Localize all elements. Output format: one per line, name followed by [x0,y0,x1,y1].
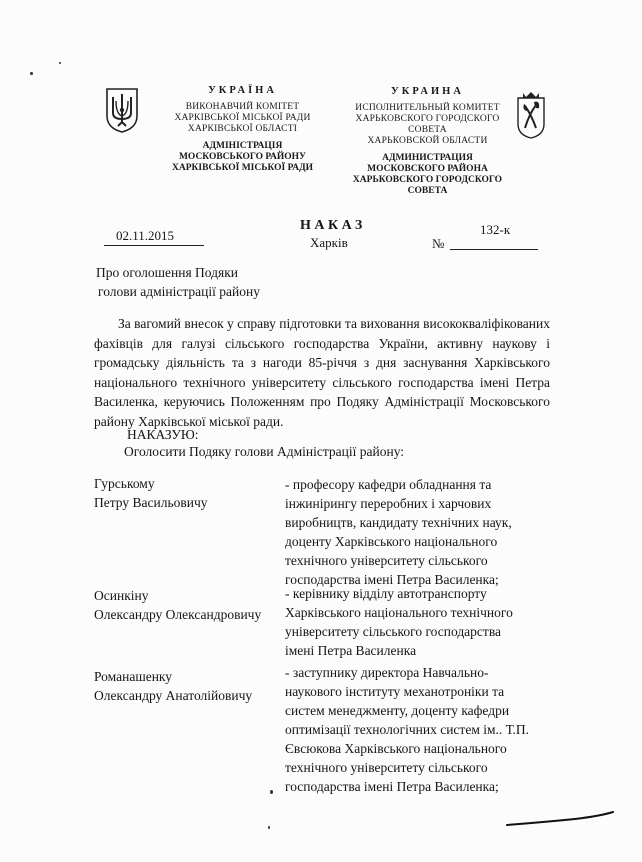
description-line: господарства імені Петра Василенка; [285,572,499,587]
description-line: технічного університету сільського [285,553,488,568]
description-line: імені Петра Василенка [285,643,417,658]
letterhead-admin-line: АДМІНІСТРАЦІЯ [202,141,283,151]
recipient-surname: Романашенку [94,669,173,684]
description-line: систем менеджменту, доценту кафедри [285,703,510,718]
letterhead-admin-line: МОСКОВСКОГО РАЙОНА [367,164,488,174]
letterhead-admin-line: ХАРЬКОВСКОГО ГОРОДСКОГО СОВЕТА [352,175,503,196]
recipient-surname: Осинкіну [94,588,149,603]
recipient-name [94,586,261,624]
trident-coat-of-arms-icon [104,86,140,134]
recipient-description [285,475,555,589]
description-line: Харківського національного технічного [285,605,513,620]
letterhead-line: ХАРКІВСЬКОЇ ОБЛАСТІ [187,124,298,134]
letterhead-left [160,85,325,174]
order-subject-line: голови адміністрації району [98,284,260,299]
date-underline [104,245,204,246]
order-number: 132-к [480,222,511,237]
letterhead-line: ИСПОЛНИТЕЛЬНЫЙ КОМИТЕТ [355,103,500,113]
order-city: Харків [310,235,348,250]
recipient-name [94,474,208,512]
recipient-surname: Гурському [94,476,155,491]
recipient-given-names: Петру Васильовичу [94,495,208,510]
scan-speck [270,790,273,794]
recipient-given-names: Олександру Анатолійовичу [94,688,253,703]
description-line: - керівнику відділу автотранспорту [285,586,487,601]
letterhead-line: ХАРКІВСЬКОЇ МІСЬКОЇ РАДИ [174,113,311,123]
order-title: НАКАЗ [300,218,366,233]
recipient-description [285,663,555,796]
preamble-paragraph: За вагомий внесок у справу підготовки та виховання висококваліфікованих фахівців для галузі сільського господарства України, активну наукову і громадську діяльність та з нагоди 85-річчя з дня заснування Харківського національного технічного університету сільського господарства імені Петра Василенка, керуючись Положенням про Подяку Адміністрації Московського району Харківської міської ради. [94,316,550,429]
recipient-given-names: Олександру Олександровичу [94,607,262,622]
description-line: - професору кафедри обладнання та [285,477,492,492]
letterhead-admin-line: МОСКОВСЬКОГО РАЙОНУ [178,152,307,162]
country-name: УКРАИНА [391,86,464,97]
description-line: господарства імені Петра Василенка; [285,779,499,794]
number-underline [450,249,538,250]
letterhead-right [340,86,515,197]
scan-speck [59,62,61,64]
description-line: наукового інституту механотроніки та [285,684,505,699]
letterhead-line: ВИКОНАВЧИЙ КОМІТЕТ [185,102,300,112]
order-date: 02.11.2015 [116,228,175,243]
kharkiv-coat-of-arms-icon [516,90,546,140]
letterhead-admin-line: АДМИНИСТРАЦИЯ [382,153,473,163]
letterhead-admin-line: ХАРКІВСЬКОЇ МІСЬКОЇ РАДИ [172,163,313,173]
command-intro: Оголосити Подяку голови Адміністрації району: [124,444,405,459]
description-line: оптимізації технологічних систем ім.. Т.П. [285,722,530,737]
description-line: інжинірингу переробних і харчових [285,496,492,511]
description-line: університету сільського господарства [285,624,502,639]
order-subject-line: Про оголошення Подяки [96,265,239,280]
description-line: виробництв, кандидату технічних наук, [285,515,512,530]
command-word: НАКАЗУЮ: [127,427,199,442]
number-sign: № [432,236,445,251]
description-line: доценту Харківського національного [285,534,498,549]
recipient-name [94,667,252,705]
country-name: УКРАЇНА [208,85,277,96]
description-line: Євсюкова Харківського національного [285,741,507,756]
recipient-description [285,584,555,660]
description-line: - заступнику директора Навчально- [285,665,489,680]
description-line: технічного університету сільського [285,760,488,775]
signature-stroke [505,810,615,828]
letterhead-line: ХАРЬКОВСКОГО ГОРОДСКОГО СОВЕТА [355,114,500,135]
scan-speck [30,72,33,75]
scan-speck [268,826,270,829]
letterhead-line: ХАРЬКОВСКОЙ ОБЛАСТИ [367,136,488,146]
